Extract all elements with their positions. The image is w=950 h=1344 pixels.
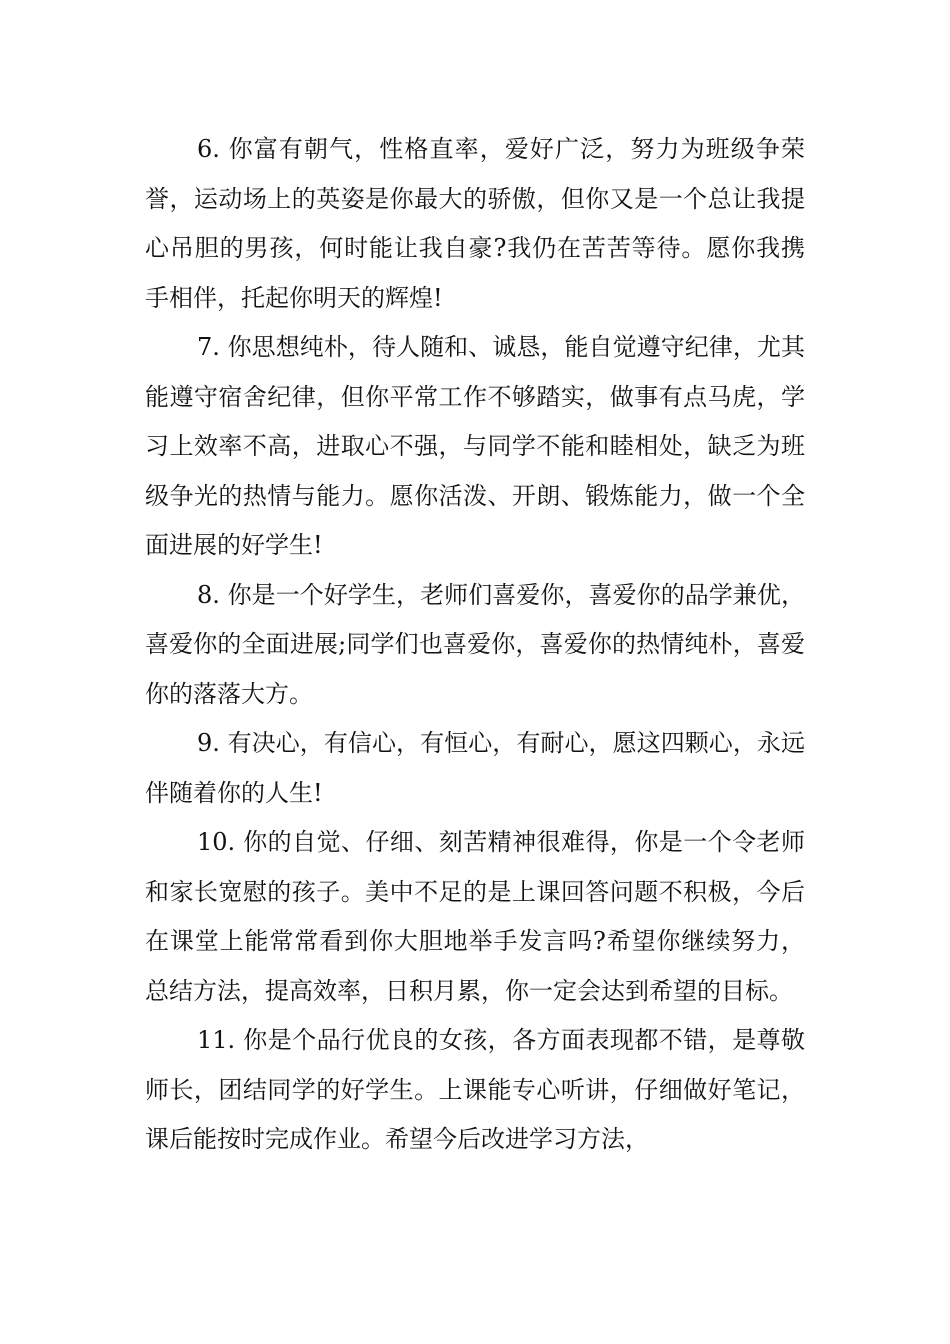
paragraph-8: 8. 你是一个好学生，老师们喜爱你，喜爱你的品学兼优，喜爱你的全面进展;同学们也喜爱你，喜爱你的热情纯朴，喜爱你的落落大方。 xyxy=(145,580,805,708)
paragraph-9: 9. 有决心，有信心，有恒心，有耐心，愿这四颗心，永远伴随着你的人生! xyxy=(145,729,805,807)
paragraph-7: 7. 你思想纯朴，待人随和、诚恳，能自觉遵守纪律，尤其能遵守宿舍纪律，但你平常工作不够踏实，做事有点马虎，学习上效率不高，进取心不强，与同学不能和睦相处，缺乏为班级争光的热情与能力。愿你活泼、开朗、锻炼能力，做一个全面进展的好学生! xyxy=(145,333,805,559)
paragraph-11: 11. 你是个品行优良的女孩，各方面表现都不错，是尊敬师长，团结同学的好学生。上课能专心听讲，仔细做好笔记，课后能按时完成作业。希望今后改进学习方法， xyxy=(145,1026,805,1153)
paragraph-6: 6. 你富有朝气，性格直率，爱好广泛，努力为班级争荣誉，运动场上的英姿是你最大的骄傲，但你又是一个总让我提心吊胆的男孩，何时能让我自豪?我仍在苦苦等待。愿你我携手相伴，托起你明天的辉煌! xyxy=(145,135,805,312)
paragraph-10: 10. 你的自觉、仔细、刻苦精神很难得，你是一个令老师和家长宽慰的孩子。美中不足的是上课回答问题不积极，今后在课堂上能常常看到你大胆地举手发言吗?希望你继续努力，总结方法，提高效率，日积月累，你一定会达到希望的目标。 xyxy=(145,828,805,1005)
document-body xyxy=(145,125,805,1165)
